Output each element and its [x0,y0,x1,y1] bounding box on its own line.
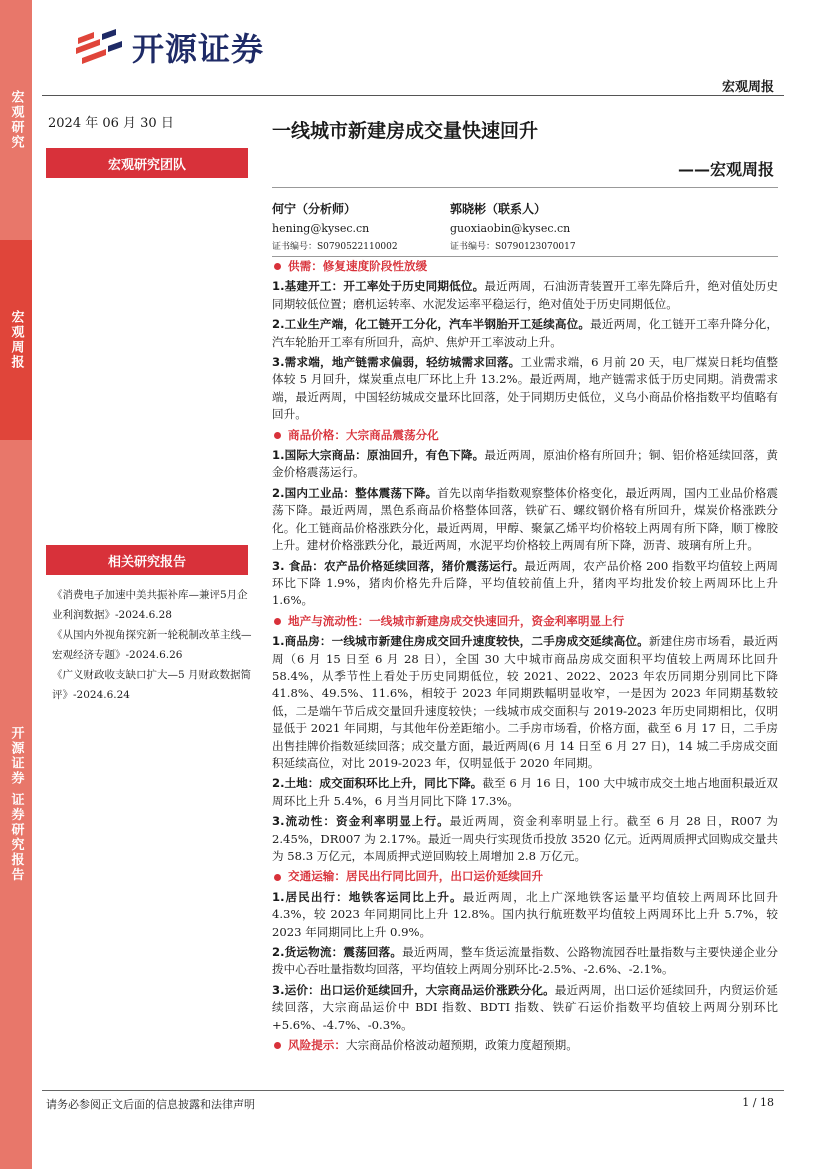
paragraph-heading: 2.国内工业品：整体震荡下降。 [272,485,438,500]
paragraph-text: 最近两周，整车货运流量指数、公路物流园吞吐量指数与主要快递企业分拨中心吞吐量指数均回落，平均值较上两周分别环比-2.5%、-2.6%、-2.1%。 [272,945,778,977]
paragraph-heading: 2.工业生产端，化工链开工分化，汽车半钢胎开工延续高位。 [272,317,591,332]
paragraph-text: 最近两周，北上广深地铁客运量平均值较上两周环比回升 4.3%，较 2023 年同期同比上升 12.8%。国内执行航班数平均值较上两周环比上升 5.7%，较 2023 年同期同比上升 0.9%。 [272,889,778,939]
section-title: 商品价格：大宗商品震荡分化 [288,427,439,442]
risk-notice [272,1037,778,1054]
paragraph-heading: 1.商品房：一线城市新建住房成交回升速度较快，二手房成交延续高位。 [272,634,649,649]
side-tab-weekly: 宏观周报 [0,240,32,440]
related-reports-title: 相关研究报告 [46,545,248,575]
paragraph-heading: 3.运价：出口运价延续回升，大宗商品运价涨跌分化。 [272,982,555,997]
summary-paragraph [272,278,778,313]
section-title: 地产与流动性：一线城市新建房成交快速回升，资金利率明显上行 [288,613,625,628]
summary-paragraph [272,775,778,810]
summary-paragraph [272,889,778,941]
team-title: 宏观研究团队 [46,148,248,178]
summary-paragraph [272,558,778,610]
paragraph-text: 新建住房市场看，最近两周（6 月 15 日至 6 月 28 日），全国 30 大中城市商品房成交面积平均值较上两周环比回升 58.4%，从季节性上看处于历史同期低位，较 2021、2022、2023 年农历同期分别同比下降 41.8%、49.5%、11.6%，相较于 2023 年同期跌幅明显收窄，一是因为 2023 年同期基数较低，二是端午节后成交量回升速度较快；一线城市成交面积与 2019-2023 年历史同期相比，仅明显低于 2021 年同期，与其他年份差距缩小。二手房市场看，价格方面，截至 6 月 17 日，二手房出售挂牌价指数延续回落；成交量方面，最近两周(6 月 14 日至 6 月 27 日)，14 城二手房成交面积延续高位，对比 2019-2023 年，仅明显低于 2020 年同期。 [272,634,778,770]
bullet-icon [274,1042,281,1049]
section-title: 供需：修复速度阶段性放缓 [288,259,428,273]
summary-paragraph [272,633,778,772]
risk-title: 风险提示： [288,1038,346,1053]
side-tab-brand: 开源证券 证券研究报告 [0,440,32,1169]
bullet-icon [274,263,281,270]
related-report-item[interactable]: 《消费电子加速中美共振补库—兼评5月企业利润数据》-2024.6.28 [52,589,248,621]
section-header [272,258,778,275]
summary-paragraph [272,944,778,979]
related-reports-list [52,585,252,705]
summary-paragraph [272,982,778,1034]
bullet-icon [274,874,281,881]
paragraph-text: 最近两周，化工链开工率升降分化，汽车轮胎开工率有所回升，高炉、焦炉开工率波动上升。 [272,317,778,349]
section-header [272,613,778,630]
paragraph-text: 工业需求端，6 月前 20 天，电厂煤炭日耗均值整体较 5 月回升，煤炭重点电厂环比上升 13.2%。最近两周，地产链需求低于历史同期。消费需求端，最近两周，中国轻纺城成交量环比回落，处于同期历史低位，义乌小商品价格指数平均值略有回升。 [272,355,778,422]
author-divider [272,256,778,257]
paragraph-heading: 1.基建开工：开工率处于历史同期低位。 [272,279,485,294]
risk-text: 大宗商品价格波动超预期，政策力度超预期。 [345,1038,578,1053]
paragraph-heading: 1.居民出行：地铁客运同比上升。 [272,889,463,904]
section-header [272,427,778,444]
footer-divider [42,1090,784,1091]
paragraph-text: 截至 6 月 16 日，100 大中城市成交土地占地面积最近双周环比上升 5.4%，6 月当月同比下降 17.3%。 [272,776,778,808]
paragraph-heading: 3. 食品：农产品价格延续回落，猪价震荡运行。 [272,558,525,573]
paragraph-text: 最近两周，资金利率明显上行。截至 6 月 28 日，R007 为 2.45%，DR007 为 2.17%。最近一周央行实现货币投放 3520 亿元。近两周质押式回购成交量共为 58.3 万亿元，本周质押式逆回购较上周增加 2.8 万亿元。 [272,814,778,863]
paragraph-text: 最近两周，原油价格有所回升；铜、铝价格延续回落，黄金价格震荡运行。 [272,448,778,480]
paragraph-text: 最近两周，石油沥青装置开工率先降后升，绝对值处历史同期较低位置；磨机运转率、水泥发运率平稳运行，绝对值处于历史同期低位。 [272,279,778,311]
related-report-item[interactable]: 《从国内外视角探究新一轮税制改革主线—宏观经济专题》-2024.6.26 [52,629,252,661]
report-summary [272,258,778,1054]
summary-paragraph [272,813,778,865]
footer-disclaimer: 请务必参阅正文后面的信息披露和法律声明 [46,1098,255,1111]
side-tab-research: 宏观研究 [0,0,32,240]
bullet-icon [274,432,281,439]
summary-paragraph [272,316,778,351]
header-divider [42,95,784,96]
paragraph-heading: 3.流动性：资金利率明显上行。 [272,814,450,829]
summary-paragraph [272,485,778,555]
report-type-label: 宏观周报 [721,80,774,95]
analyst-name: 何宁（分析师） [272,202,357,216]
paragraph-text: 最近两周，出口运价延续回升，内贸运价延续回落，大宗商品运价中 BDI 指数、BDTI 指数、铁矿石运价指数平均值较上两周分别环比+5.6%、-4.7%、-0.3%。 [272,982,778,1032]
paragraph-heading: 3.需求端，地产链需求偏弱，轻纺城需求回落。 [272,355,521,370]
paragraph-text: 最近两周，农产品价格 200 指数平均值较上两周环比下降 1.9%，猪肉价格先升后降，平均值较前值上升，猪肉平均批发价较上两周环比上升 1.6%。 [272,558,778,608]
analyst-cert: 证书编号：S0790522110002 [272,242,398,252]
bullet-icon [274,618,281,625]
title-divider [272,187,778,188]
page-title: 一线城市新建房成交量快速回升 [272,120,539,142]
summary-paragraph [272,447,778,482]
paragraph-heading: 2.货运物流：震荡回落。 [272,945,403,960]
analyst-name: 郭晓彬（联系人） [450,202,547,216]
page-subtitle: ——宏观周报 [677,160,774,179]
analyst-email[interactable]: hening@kysec.cn [272,222,370,235]
analyst-card [450,200,576,257]
section-header [272,868,778,885]
report-date: 2024 年 06 月 30 日 [48,116,174,131]
paragraph-text: 首先以南华指数观察整体价格变化，最近两周，国内工业品价格震荡下降。最近两周，黑色系商品价格整体回落，铁矿石、螺纹钢价格有所回升，煤炭价格涨跌分化。化工链商品价格涨跌分化，最近两周，甲醇、聚氯乙烯平均价格较上两周有所下降，顺丁橡胶上升。建材价格涨跌分化，最近两周，水泥平均价格较上两周有所下降，沥青、玻璃有所上升。 [272,485,778,553]
paragraph-heading: 2.土地：成交面积环比上升，同比下降。 [272,776,483,791]
analyst-card [272,200,398,257]
related-report-item[interactable]: 《广义财政收支缺口扩大—5 月财政数据简评》-2024.6.24 [52,669,252,701]
analyst-cert: 证书编号：S0790123070017 [450,242,576,252]
page-number: 1 / 18 [742,1096,774,1109]
logo-icon [72,24,124,70]
summary-paragraph [272,354,778,424]
company-logo [72,24,264,70]
logo-text: 开源证券 [132,30,265,68]
paragraph-heading: 1.国际大宗商品：原油回升，有色下降。 [272,448,485,463]
section-title: 交通运输：居民出行同比回升，出口运价延续回升 [288,869,544,884]
analyst-email[interactable]: guoxiaobin@kysec.cn [450,222,571,235]
